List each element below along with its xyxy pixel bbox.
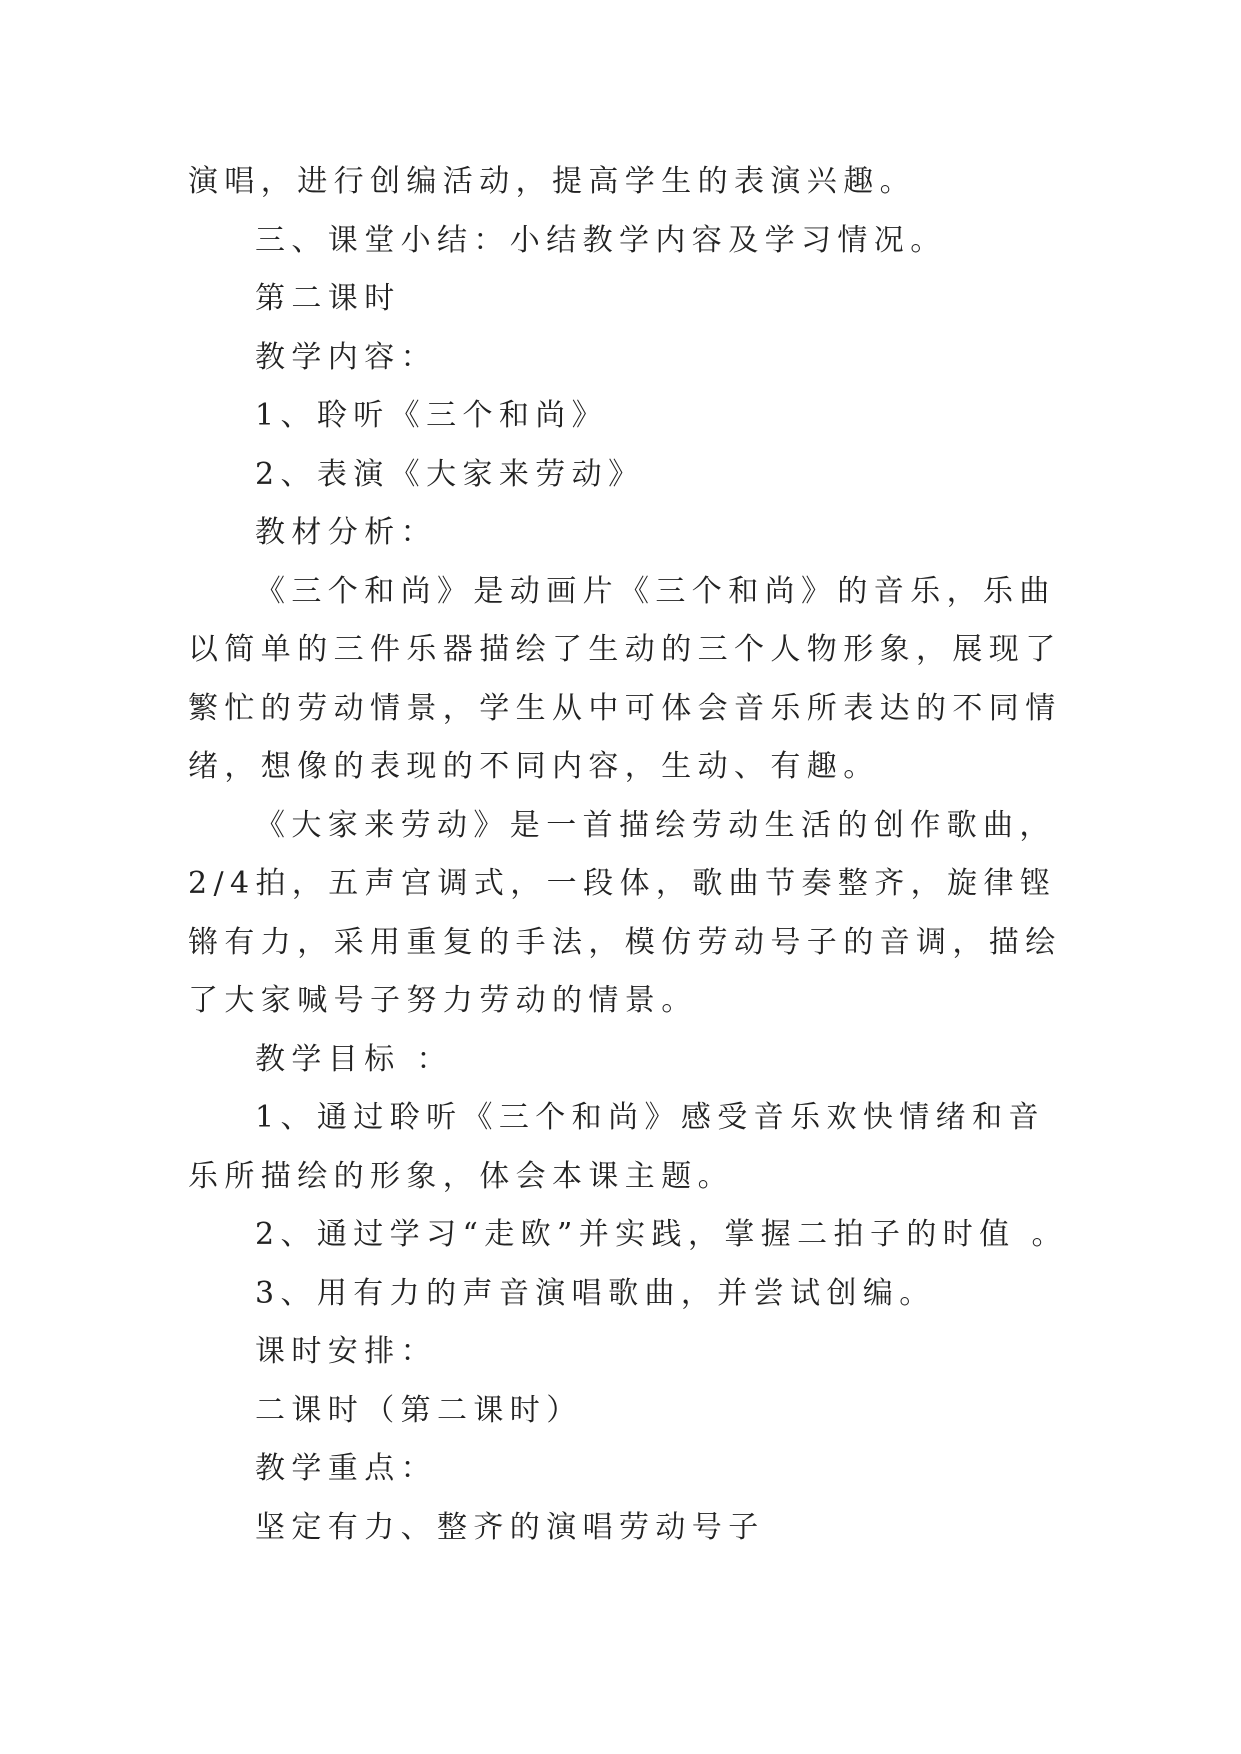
document-body bbox=[188, 153, 1068, 1557]
paragraph-class-summary: 三、课堂小结：小结教学内容及学习情况。 bbox=[255, 222, 947, 258]
paragraph-analysis-three-monks: 《三个和尚》是动画片《三个和尚》的音乐，乐曲以简单的三件乐器描绘了生动的三个人物形象，展现了繁忙的劳动情景，学生从中可体会音乐所表达的不同情绪，想像的表现的不同内容，生动、有趣。 bbox=[188, 573, 1062, 784]
heading-key-points: 教学重点： bbox=[255, 1451, 437, 1486]
heading-teaching-goals: 教学目标 ： bbox=[255, 1041, 453, 1077]
heading-second-lesson: 第二课时 bbox=[255, 281, 401, 316]
heading-teaching-content: 教学内容： bbox=[255, 339, 437, 375]
list-item-goal-1: 1、通过聆听《三个和尚》感受音乐欢快情绪和音乐所描绘的形象，体会本课主题。 bbox=[188, 1100, 1045, 1194]
list-item-goal-2: 2、通过学习“走欧”并实践，掌握二拍子的时值 。 bbox=[255, 1217, 1068, 1252]
list-item-content-2: 2、表演《大家来劳动》 bbox=[255, 456, 645, 492]
heading-schedule: 课时安排： bbox=[255, 1334, 437, 1369]
heading-material-analysis: 教材分析： bbox=[255, 515, 437, 550]
list-item-content-1: 1、聆听《三个和尚》 bbox=[255, 398, 609, 433]
paragraph-schedule-detail: 二课时（第二课时） bbox=[255, 1392, 583, 1428]
list-item-goal-3: 3、用有力的声音演唱歌曲，并尝试创编。 bbox=[255, 1275, 936, 1311]
paragraph-lesson-continuation: 演唱，进行创编活动，提高学生的表演兴趣。 bbox=[188, 164, 916, 199]
paragraph-analysis-labor-song: 《大家来劳动》是一首描绘劳动生活的创作歌曲，2/4拍，五声宫调式，一段体，歌曲节奏整齐，旋律铿锵有力，采用重复的手法，模仿劳动号子的音调，描绘了大家喊号子努力劳动的情景。 bbox=[188, 807, 1062, 1018]
paragraph-key-point-detail: 坚定有力、整齐的演唱劳动号子 bbox=[255, 1509, 765, 1545]
